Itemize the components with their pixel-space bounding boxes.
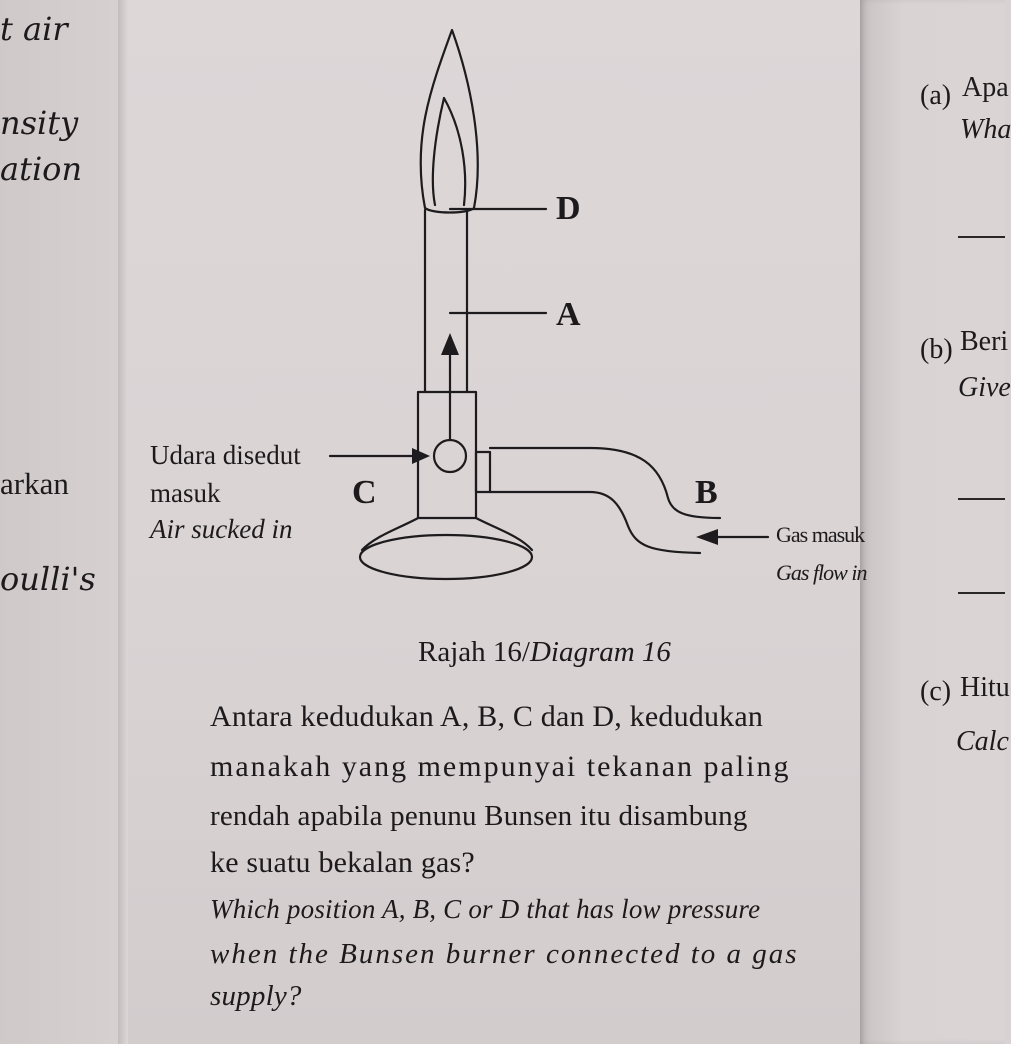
answer-line-a bbox=[958, 236, 1005, 238]
diagram-caption bbox=[418, 636, 671, 669]
label-b: B bbox=[695, 474, 718, 511]
flame-inner bbox=[433, 98, 465, 205]
label-c: C bbox=[352, 474, 377, 511]
gas-label-ms: Gas masuk bbox=[776, 522, 865, 547]
right-c-label: (c) bbox=[920, 676, 952, 707]
gas-arrow-head bbox=[696, 529, 718, 545]
left-fragment-2: nsity bbox=[0, 104, 79, 142]
label-d: D bbox=[556, 190, 581, 227]
answer-line-b2 bbox=[958, 592, 1005, 594]
question-ms-line-4: ke suatu bekalan gas? bbox=[210, 846, 475, 879]
question-ms-line-2: manakah yang mempunyai tekanan paling bbox=[210, 750, 791, 783]
left-fragment-3: ation bbox=[0, 150, 83, 188]
air-arrow-head bbox=[412, 448, 430, 464]
air-label-ms-1: Udara disedut bbox=[150, 440, 301, 470]
air-label-ms-2: masuk bbox=[150, 478, 221, 508]
right-a-en: Wha bbox=[960, 114, 1011, 145]
answer-line-b1 bbox=[958, 498, 1005, 500]
right-b-ms: Beri bbox=[960, 326, 1009, 357]
caption-ms: Rajah 16/ bbox=[418, 636, 530, 668]
question-ms-line-1: Antara kedudukan A, B, C dan D, kedudukan bbox=[210, 700, 764, 733]
question-en-line-3: supply? bbox=[210, 980, 302, 1012]
right-a-label: (a) bbox=[920, 80, 952, 111]
right-b-label: (b) bbox=[920, 334, 953, 365]
left-fragment-5: oulli's bbox=[0, 560, 96, 598]
right-c-en: Calc bbox=[956, 726, 1009, 757]
gas-label-en: Gas flow in bbox=[776, 560, 867, 585]
barrel-arrow-head bbox=[441, 333, 459, 355]
left-fragment-4: arkan bbox=[0, 466, 69, 501]
caption-en: Diagram 16 bbox=[529, 636, 671, 668]
question-en-line-1: Which position A, B, C or D that has low pressure bbox=[210, 894, 761, 924]
label-a: A bbox=[556, 296, 581, 333]
right-a-ms: Apa bbox=[962, 72, 1009, 103]
flame-outer bbox=[421, 30, 478, 213]
question-ms-line-3: rendah apabila penunu Bunsen itu disambung bbox=[210, 800, 748, 832]
left-fragment-1: t air bbox=[0, 10, 68, 48]
right-c-ms: Hitu bbox=[960, 672, 1010, 703]
question-en-line-2: when the Bunsen burner connected to a gas bbox=[210, 938, 799, 970]
right-b-en: Give bbox=[958, 372, 1011, 403]
air-label-en: Air sucked in bbox=[150, 514, 293, 544]
